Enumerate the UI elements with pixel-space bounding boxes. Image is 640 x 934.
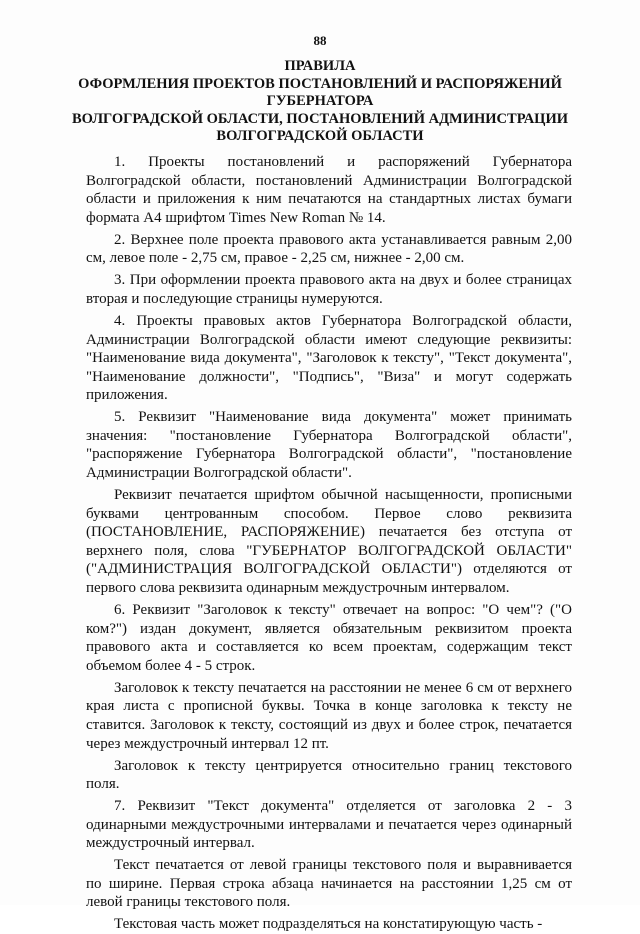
paragraph-4: 4. Проекты правовых актов Губернатора Волгоградской области, Администрации Волгоградской области имеют следующие реквизиты: "Наименование вида документа", "Заголовок к тексту", "Текст документа", "Наименование должности", "Подпись", "Виза" и могут содержать приложения. bbox=[86, 312, 572, 404]
paragraph-6: 6. Реквизит "Заголовок к тексту" отвечает на вопрос: "О чем"? ("О ком?") издан документ, является обязательным реквизитом проекта правового акта и составляется ко всем проектам, содержащим текст объемом более 4 - 5 строк. bbox=[86, 602, 572, 674]
paragraph-1: 1. Проекты постановлений и распоряжений Губернатора Волгоградской области, постановлений Администрации Волгоградской области и приложения к ним печатаются на стандартных листах бумаги формата А4 шрифтом Times New Roman № 14. bbox=[86, 154, 572, 226]
paragraph-6-centering: Заголовок к тексту центрируется относительно границ текстового поля. bbox=[86, 757, 572, 793]
document-title bbox=[60, 58, 580, 146]
paragraph-6-details: Заголовок к тексту печатается на расстоянии не менее 6 см от верхнего края листа с прописной буквы. Точка в конце заголовка к тексту не ставится. Заголовок к тексту, состоящий из двух и более строк, печатается через междустрочный интервал 12 пт. bbox=[86, 679, 572, 752]
paragraph-3: 3. При оформлении проекта правового акта на двух и более страницах вторая и последующие страницы нумеруются. bbox=[86, 272, 572, 307]
page-number: 88 bbox=[313, 33, 327, 48]
title-line: ВОЛГОГРАДСКОЙ ОБЛАСТИ bbox=[216, 128, 424, 144]
title-line: ВОЛГОГРАДСКОЙ ОБЛАСТИ, ПОСТАНОВЛЕНИЙ АДМИНИСТРАЦИИ bbox=[71, 110, 569, 127]
document-body bbox=[86, 153, 572, 934]
title-line: ОФОРМЛЕНИЯ ПРОЕКТОВ ПОСТАНОВЛЕНИЙ И РАСПОРЯЖЕНИЙ bbox=[78, 75, 562, 92]
paragraph-7-details: Текст печатается от левой границы текстового поля и выравнивается по ширине. Первая строка абзаца начинается на расстоянии 1,25 см от левой границы текстового поля. bbox=[86, 857, 572, 911]
paragraph-7: 7. Реквизит "Текст документа" отделяется от заголовка 2 - 3 одинарными междустрочными интервалами и печатается через одинарный междустрочный интервал. bbox=[86, 798, 572, 852]
paragraph-7-continued: Текстовая часть может подразделяться на констатирующую часть - bbox=[114, 916, 543, 933]
paragraph-5: 5. Реквизит "Наименование вида документа" может принимать значения: "постановление Губернатора Волгоградской области", "распоряжение Губернатора Волгоградской области", "постановление Администрации Волгоградской области". bbox=[86, 409, 572, 482]
paragraph-2: 2. Верхнее поле проекта правового акта устанавливается равным 2,00 см, левое поле - 2,75 см, правое - 2,25 см, нижнее - 2,00 см. bbox=[86, 231, 572, 267]
paragraph-5-details: Реквизит печатается шрифтом обычной насыщенности, прописными буквами центрованным способом. Первое слово реквизита (ПОСТАНОВЛЕНИЕ, РАСПОРЯЖЕНИЕ) печатается без отступа от верхнего поля, слова "ГУБЕРНАТОР ВОЛГОГРАДСКОЙ ОБЛАСТИ" ("АДМИНИСТРАЦИЯ ВОЛГОГРАДСКОЙ ОБЛАСТИ") отделяются от первого слова реквизита одинарным междустрочным интервалом. bbox=[86, 487, 572, 597]
title-line: ПРАВИЛА bbox=[284, 58, 356, 74]
title-line: ГУБЕРНАТОРА bbox=[266, 93, 374, 109]
